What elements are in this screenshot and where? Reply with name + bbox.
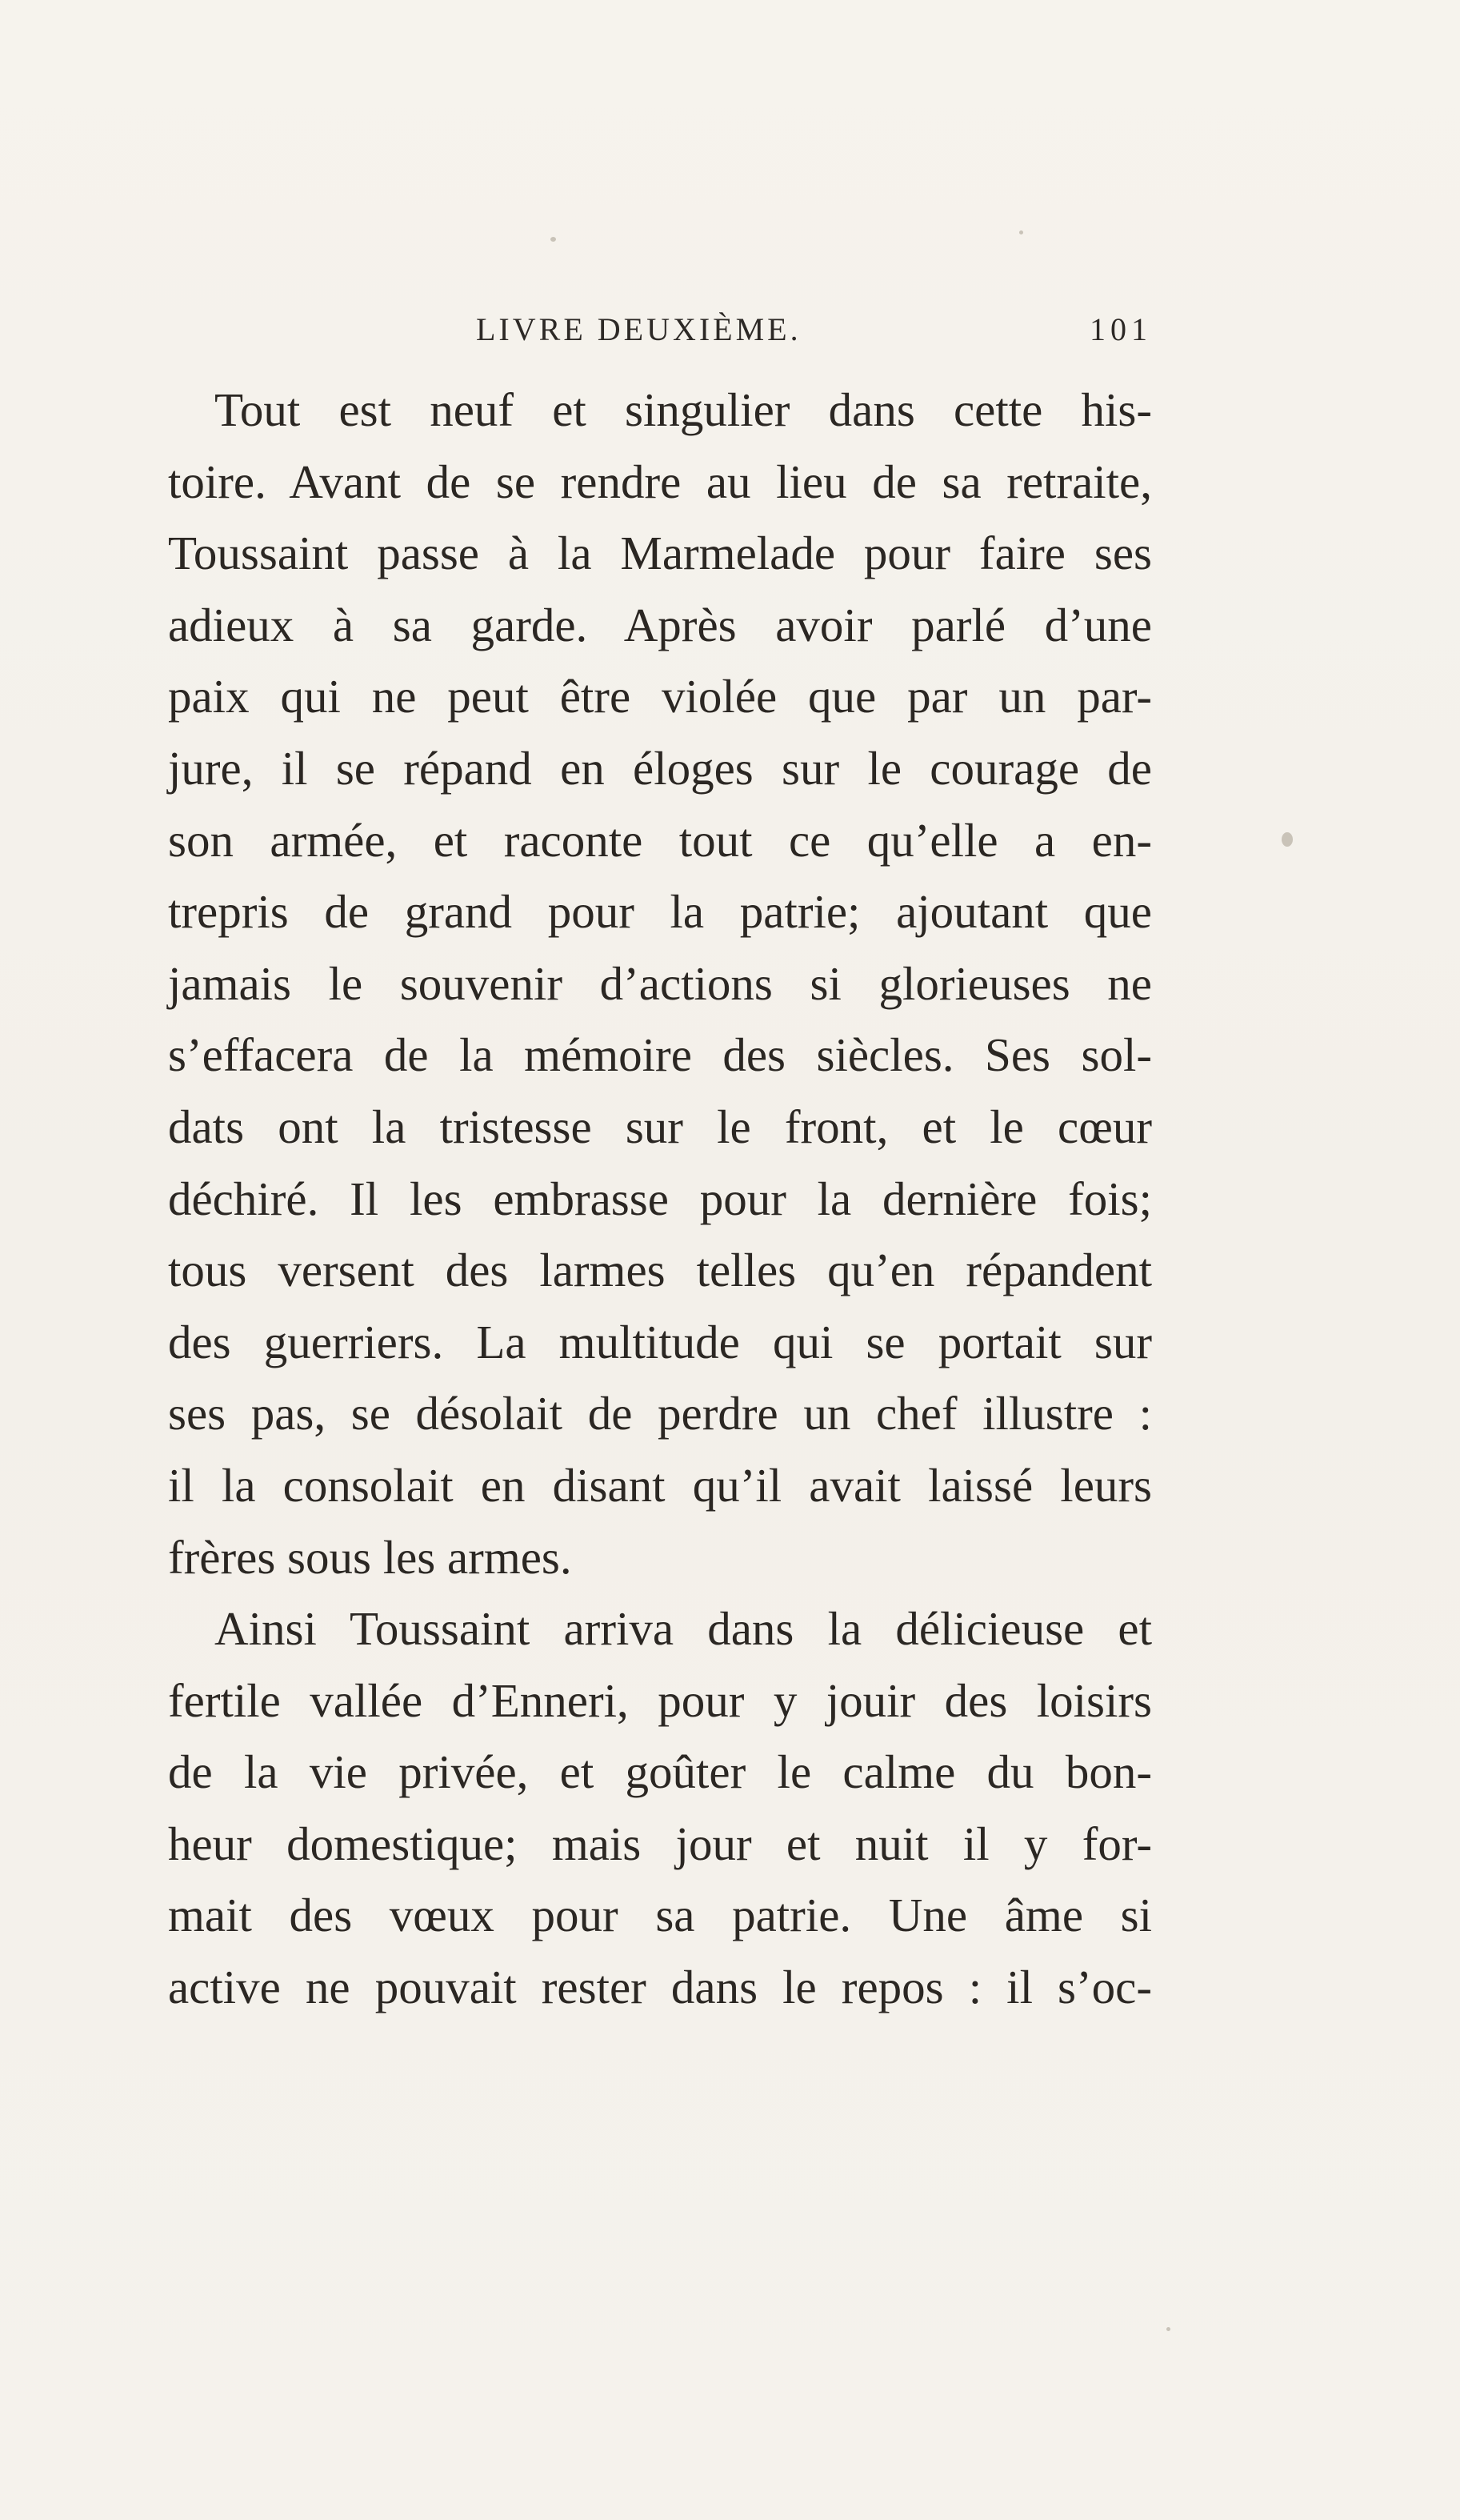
paper-speck xyxy=(1019,230,1023,234)
running-title: LIVRE DEUXIÈME. xyxy=(476,311,802,347)
text-line: s’effacera de la mémoire des siècles. Ses sol- xyxy=(168,1028,1152,1082)
text-line: jure, il se répand en éloges sur le courage de xyxy=(168,741,1152,795)
text-line: adieux à sa garde. Après avoir parlé d’une xyxy=(168,598,1152,651)
paper-speck xyxy=(1166,2327,1170,2331)
text-line: tous versent des larmes telles qu’en répandent xyxy=(168,1244,1152,1297)
text-line: son armée, et raconte tout ce qu’elle a en- xyxy=(168,813,1152,867)
text-line: active ne pouvait rester dans le repos : il s’oc- xyxy=(168,1961,1152,2014)
text-line: frères sous les armes. xyxy=(168,1530,572,1584)
text-line: Ainsi Toussaint arriva dans la délicieuse et xyxy=(214,1602,1152,1656)
running-head xyxy=(168,310,1152,359)
text-line: il la consolait en disant qu’il avait laissé leurs xyxy=(168,1458,1152,1512)
text-line: ses pas, se désolait de perdre un chef illustre : xyxy=(168,1387,1152,1440)
text-line: heur domestique; mais jour et nuit il y for- xyxy=(168,1817,1152,1870)
paper-speck xyxy=(550,237,556,242)
text-line: mait des vœux pour sa patrie. Une âme si xyxy=(168,1889,1152,1942)
text-line: fertile vallée d’Enneri, pour y jouir des loisirs xyxy=(168,1673,1152,1727)
body-text xyxy=(168,375,1152,2024)
text-line: trepris de grand pour la patrie; ajoutant que xyxy=(168,885,1152,939)
text-line: dats ont la tristesse sur le front, et le cœur xyxy=(168,1100,1152,1153)
paper-speck xyxy=(1282,832,1293,847)
text-line: paix qui ne peut être violée que par un par- xyxy=(168,670,1152,723)
text-line: des guerriers. La multitude qui se portait sur xyxy=(168,1315,1152,1368)
text-line: toire. Avant de se rendre au lieu de sa retraite, xyxy=(168,455,1152,508)
text-line: Toussaint passe à la Marmelade pour faire ses xyxy=(168,527,1152,580)
text-line: jamais le souvenir d’actions si glorieuses ne xyxy=(168,956,1152,1010)
text-line: Tout est neuf et singulier dans cette his- xyxy=(214,383,1152,436)
page-number: 101 xyxy=(1090,311,1152,347)
text-line: déchiré. Il les embrasse pour la dernière fois; xyxy=(168,1172,1152,1225)
text-line: de la vie privée, et goûter le calme du bon- xyxy=(168,1745,1152,1799)
